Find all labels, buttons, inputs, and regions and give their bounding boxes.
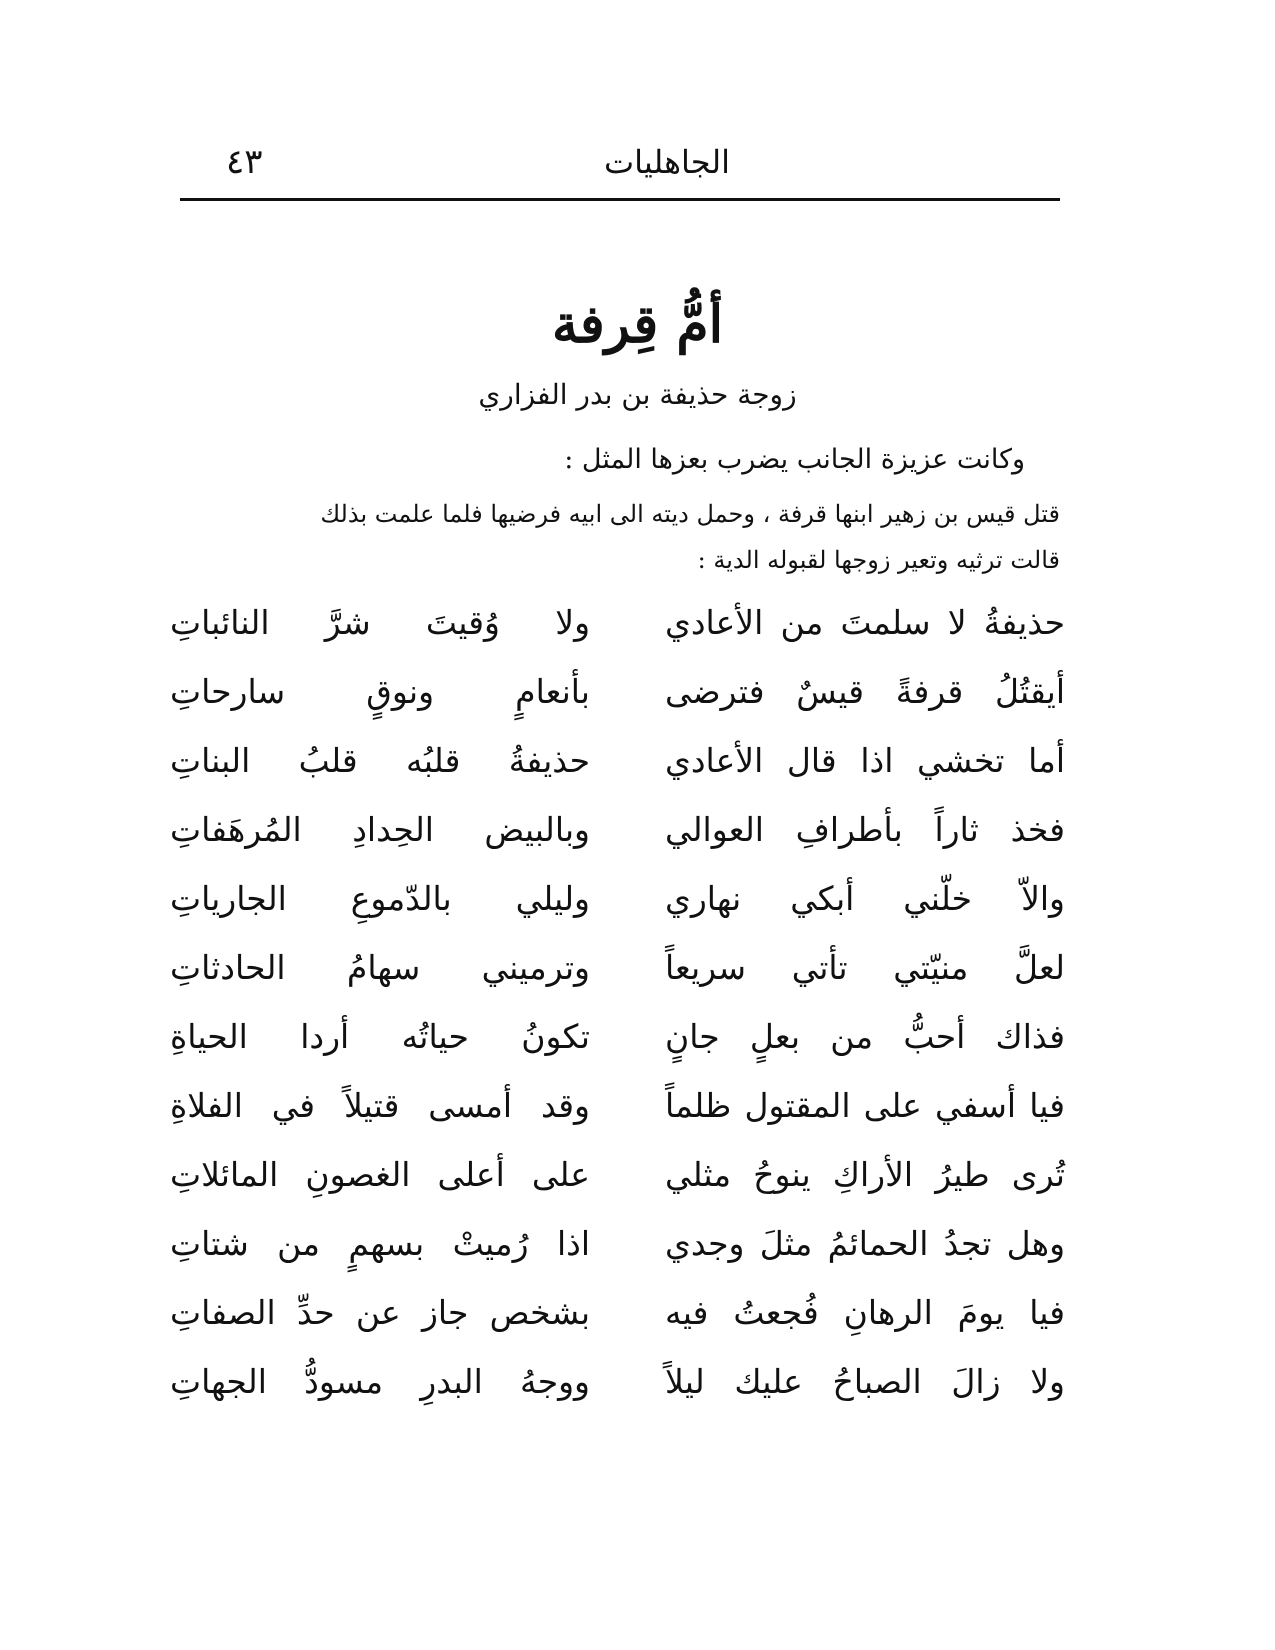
header-rule [180, 198, 1060, 201]
verse-second-hemistich: وبالبيض الحِدادِ المُرهَفاتِ [170, 810, 590, 849]
verse-first-hemistich: فيا أسفي على المقتول ظلماً [665, 1086, 1065, 1125]
verse-second-hemistich: ووجهُ البدرِ مسودُّ الجهاتِ [170, 1362, 590, 1401]
verse [170, 733, 1065, 802]
verse [170, 1285, 1065, 1354]
verse [170, 802, 1065, 871]
verse-second-hemistich: ولا وُقيتَ شرَّ النائباتِ [170, 603, 590, 642]
intro-line: وكانت عزيزة الجانب يضرب بعزها المثل : [564, 444, 1025, 475]
verse [170, 1009, 1065, 1078]
verse [170, 1216, 1065, 1285]
verse [170, 664, 1065, 733]
poet-subtitle: زوجة حذيفة بن بدر الفزاري [478, 378, 797, 411]
verse-second-hemistich: على أعلى الغصونِ المائلاتِ [170, 1155, 590, 1194]
verse-first-hemistich: والاّ خلّني أبكي نهاري [665, 879, 1065, 918]
poem-verses [170, 595, 1065, 1423]
verse-first-hemistich: لعلَّ منيّتي تأتي سريعاً [665, 948, 1065, 987]
verse-first-hemistich: ولا زالَ الصباحُ عليك ليلاً [665, 1362, 1065, 1401]
verse-first-hemistich: حذيفةُ لا سلمتَ من الأعادي [665, 603, 1065, 642]
verse-second-hemistich: حذيفةُ قلبُه قلبُ البناتِ [170, 741, 590, 780]
running-title: الجاهليات [603, 143, 730, 181]
running-header [180, 142, 1060, 192]
verse-second-hemistich: بشخص جاز عن حدِّ الصفاتِ [170, 1293, 590, 1332]
verse-second-hemistich: اذا رُميتْ بسهمٍ من شتاتِ [170, 1224, 590, 1263]
verse-first-hemistich: فيا يومَ الرهانِ فُجعتُ فيه [665, 1293, 1065, 1332]
intro-line: قتل قيس بن زهير ابنها قرفة ، وحمل ديته الى ابيه فرضيها فلما علمت بذلك [320, 500, 1060, 528]
verse [170, 1078, 1065, 1147]
verse-second-hemistich: بأنعامٍ ونوقٍ سارحاتِ [170, 672, 590, 711]
verse-second-hemistich: وترميني سهامُ الحادثاتِ [170, 948, 590, 987]
verse [170, 940, 1065, 1009]
verse [170, 595, 1065, 664]
verse-second-hemistich: وقد أمسى قتيلاً في الفلاةِ [170, 1086, 590, 1125]
verse [170, 1147, 1065, 1216]
verse [170, 871, 1065, 940]
verse [170, 1354, 1065, 1423]
verse-first-hemistich: تُرى طيرُ الأراكِ ينوحُ مثلي [665, 1155, 1065, 1194]
verse-first-hemistich: أما تخشي اذا قال الأعادي [665, 741, 1065, 780]
page-number: ٤٣ [226, 142, 263, 182]
verse-second-hemistich: وليلي بالدّموعِ الجارياتِ [170, 879, 590, 918]
intro-line: قالت ترثيه وتعير زوجها لقبوله الدية : [697, 546, 1060, 574]
verse-second-hemistich: تكونُ حياتُه أردا الحياةِ [170, 1017, 590, 1056]
verse-first-hemistich: فذاك أحبُّ من بعلٍ جانٍ [665, 1017, 1065, 1056]
verse-first-hemistich: فخذ ثاراً بأطرافِ العوالي [665, 810, 1065, 849]
verse-first-hemistich: وهل تجدُ الحمائمُ مثلَ وجدي [665, 1224, 1065, 1263]
verse-first-hemistich: أيقتُلُ قرفةً قيسٌ فترضى [665, 672, 1065, 711]
poem-title: أمُّ قِرفة [551, 294, 724, 355]
